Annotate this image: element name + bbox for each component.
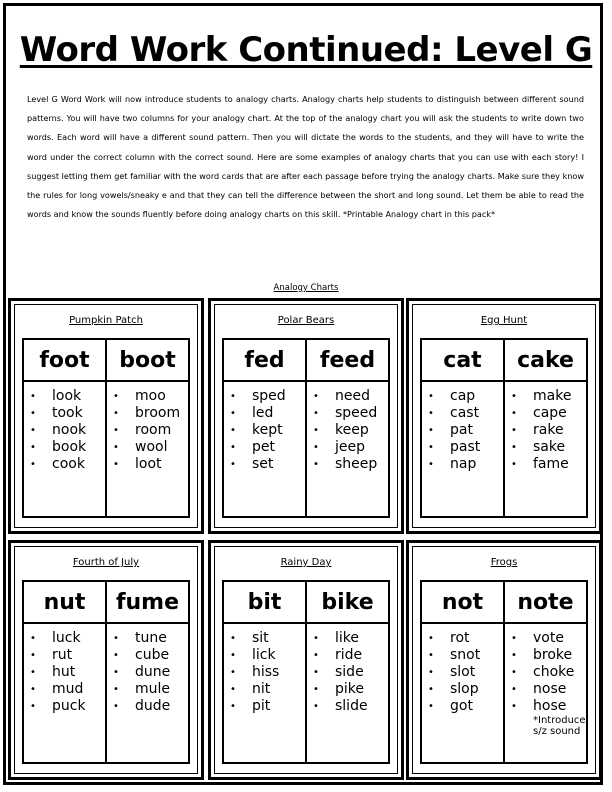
chart-title: Fourth of July bbox=[72, 557, 140, 568]
list-item: • took bbox=[30, 405, 105, 422]
list-item: • slot bbox=[428, 664, 503, 681]
list-item: • sheep bbox=[313, 456, 388, 473]
section-label: Analogy Charts bbox=[273, 283, 339, 293]
list-item: • ride bbox=[313, 647, 388, 664]
list-item: • kept bbox=[230, 422, 305, 439]
list-item: • pit bbox=[230, 698, 305, 715]
list-item: • tune bbox=[113, 630, 188, 647]
column-header-word: cat bbox=[422, 340, 503, 382]
analogy-table bbox=[22, 338, 190, 518]
card-inner-border bbox=[412, 304, 596, 528]
word-list bbox=[107, 382, 188, 473]
list-item: • broke bbox=[511, 647, 586, 664]
list-item: • nit bbox=[230, 681, 305, 698]
chart-column-right bbox=[105, 340, 188, 516]
list-item: • snot bbox=[428, 647, 503, 664]
word-list bbox=[24, 382, 105, 473]
chart-column-left bbox=[422, 582, 503, 762]
list-item: • sped bbox=[230, 388, 305, 405]
column-header-word: fume bbox=[107, 582, 188, 624]
chart-column-left bbox=[422, 340, 503, 516]
column-header-word: nut bbox=[24, 582, 105, 624]
list-item: • wool bbox=[113, 439, 188, 456]
chart-title: Pumpkin Patch bbox=[69, 315, 143, 326]
chart-column-left bbox=[24, 582, 105, 762]
card-inner-border bbox=[412, 546, 596, 774]
chart-column-right bbox=[503, 582, 586, 762]
analogy-table bbox=[222, 580, 390, 764]
list-item: • lick bbox=[230, 647, 305, 664]
analogy-chart-card bbox=[208, 298, 404, 534]
list-item: • nap bbox=[428, 456, 503, 473]
list-item: • nose bbox=[511, 681, 586, 698]
word-list bbox=[307, 382, 388, 473]
list-item: • rut bbox=[30, 647, 105, 664]
list-item: • choke bbox=[511, 664, 586, 681]
analogy-chart-card bbox=[406, 298, 602, 534]
analogy-chart-card bbox=[208, 540, 404, 780]
column-header-word: note bbox=[505, 582, 586, 624]
word-list bbox=[107, 624, 188, 715]
list-item: • mud bbox=[30, 681, 105, 698]
list-item: • side bbox=[313, 664, 388, 681]
chart-column-left bbox=[224, 582, 305, 762]
word-list bbox=[422, 624, 503, 715]
card-inner-border bbox=[14, 546, 198, 774]
analogy-table bbox=[420, 580, 588, 764]
analogy-chart-card bbox=[406, 540, 602, 780]
card-inner-border bbox=[214, 304, 398, 528]
column-header-word: fed bbox=[224, 340, 305, 382]
column-header-word: bike bbox=[307, 582, 388, 624]
list-item: • hose bbox=[511, 698, 586, 715]
list-item: • pat bbox=[428, 422, 503, 439]
word-list bbox=[505, 382, 586, 473]
list-item: • cape bbox=[511, 405, 586, 422]
list-item: • moo bbox=[113, 388, 188, 405]
list-item: • mule bbox=[113, 681, 188, 698]
list-item: • need bbox=[313, 388, 388, 405]
column-header-word: boot bbox=[107, 340, 188, 382]
card-inner-border bbox=[214, 546, 398, 774]
list-item: • nook bbox=[30, 422, 105, 439]
list-item: • past bbox=[428, 439, 503, 456]
list-item: • set bbox=[230, 456, 305, 473]
list-item: • cast bbox=[428, 405, 503, 422]
word-list bbox=[224, 624, 305, 715]
chart-column-right bbox=[305, 340, 388, 516]
intro-paragraph: Level G Word Work will now introduce students to analogy charts. Analogy charts help students to distinguish between different sound patterns. You will have two columns for your analogy chart. At the top of the analogy chart you will ask the students to write down two words. Each word will have a different sound pattern. Then you will dictate the words to the students, and they will have to write the word under the correct column with the correct sound. Here are some examples of analogy charts that you can use with each story! I suggest letting them get familiar with the word cards that are after each passage before trying the analogy charts. Make sure they know the rules for long vowels/sneaky e and that they can tell the difference between the short and long sound. Let them be able to read the words and know the sounds fluently before doing analogy charts on this skill. *Printable Analogy chart in this pack* bbox=[27, 94, 584, 220]
list-item: • slide bbox=[313, 698, 388, 715]
chart-column-left bbox=[24, 340, 105, 516]
list-item: • speed bbox=[313, 405, 388, 422]
chart-column-left bbox=[224, 340, 305, 516]
list-item: • broom bbox=[113, 405, 188, 422]
word-list bbox=[307, 624, 388, 715]
chart-title: Frogs bbox=[490, 557, 518, 568]
chart-column-right bbox=[305, 582, 388, 762]
analogy-chart-card bbox=[8, 540, 204, 780]
list-item: • cube bbox=[113, 647, 188, 664]
chart-title: Rainy Day bbox=[280, 557, 332, 568]
list-item: • cook bbox=[30, 456, 105, 473]
list-item: • hiss bbox=[230, 664, 305, 681]
analogy-table bbox=[22, 580, 190, 764]
card-inner-border bbox=[14, 304, 198, 528]
chart-column-right bbox=[105, 582, 188, 762]
list-item: • like bbox=[313, 630, 388, 647]
list-item: • make bbox=[511, 388, 586, 405]
list-item: • loot bbox=[113, 456, 188, 473]
list-item: • hut bbox=[30, 664, 105, 681]
page-title: Word Work Continued: Level G bbox=[19, 30, 593, 70]
list-item: • keep bbox=[313, 422, 388, 439]
list-item: • luck bbox=[30, 630, 105, 647]
chart-column-right bbox=[503, 340, 586, 516]
word-list bbox=[505, 624, 586, 715]
list-item: • rot bbox=[428, 630, 503, 647]
analogy-table bbox=[420, 338, 588, 518]
list-item: • room bbox=[113, 422, 188, 439]
list-item: • pike bbox=[313, 681, 388, 698]
chart-title: Polar Bears bbox=[277, 315, 335, 326]
list-item: • sake bbox=[511, 439, 586, 456]
column-header-word: not bbox=[422, 582, 503, 624]
list-item: • cap bbox=[428, 388, 503, 405]
list-item: • vote bbox=[511, 630, 586, 647]
list-item: • slop bbox=[428, 681, 503, 698]
analogy-table bbox=[222, 338, 390, 518]
word-list bbox=[422, 382, 503, 473]
column-header-word: cake bbox=[505, 340, 586, 382]
list-item: • puck bbox=[30, 698, 105, 715]
list-item: • led bbox=[230, 405, 305, 422]
list-item: • sit bbox=[230, 630, 305, 647]
column-header-word: feed bbox=[307, 340, 388, 382]
column-header-word: bit bbox=[224, 582, 305, 624]
word-list bbox=[24, 624, 105, 715]
list-item: • look bbox=[30, 388, 105, 405]
list-item: • dune bbox=[113, 664, 188, 681]
column-note: *Introduce s/z sound bbox=[533, 715, 586, 737]
list-item: • book bbox=[30, 439, 105, 456]
list-item: • rake bbox=[511, 422, 586, 439]
list-item: • pet bbox=[230, 439, 305, 456]
list-item: • jeep bbox=[313, 439, 388, 456]
list-item: • got bbox=[428, 698, 503, 715]
chart-title: Egg Hunt bbox=[480, 315, 528, 326]
list-item: • dude bbox=[113, 698, 188, 715]
list-item: • fame bbox=[511, 456, 586, 473]
analogy-chart-card bbox=[8, 298, 204, 534]
word-list bbox=[224, 382, 305, 473]
column-header-word: foot bbox=[24, 340, 105, 382]
